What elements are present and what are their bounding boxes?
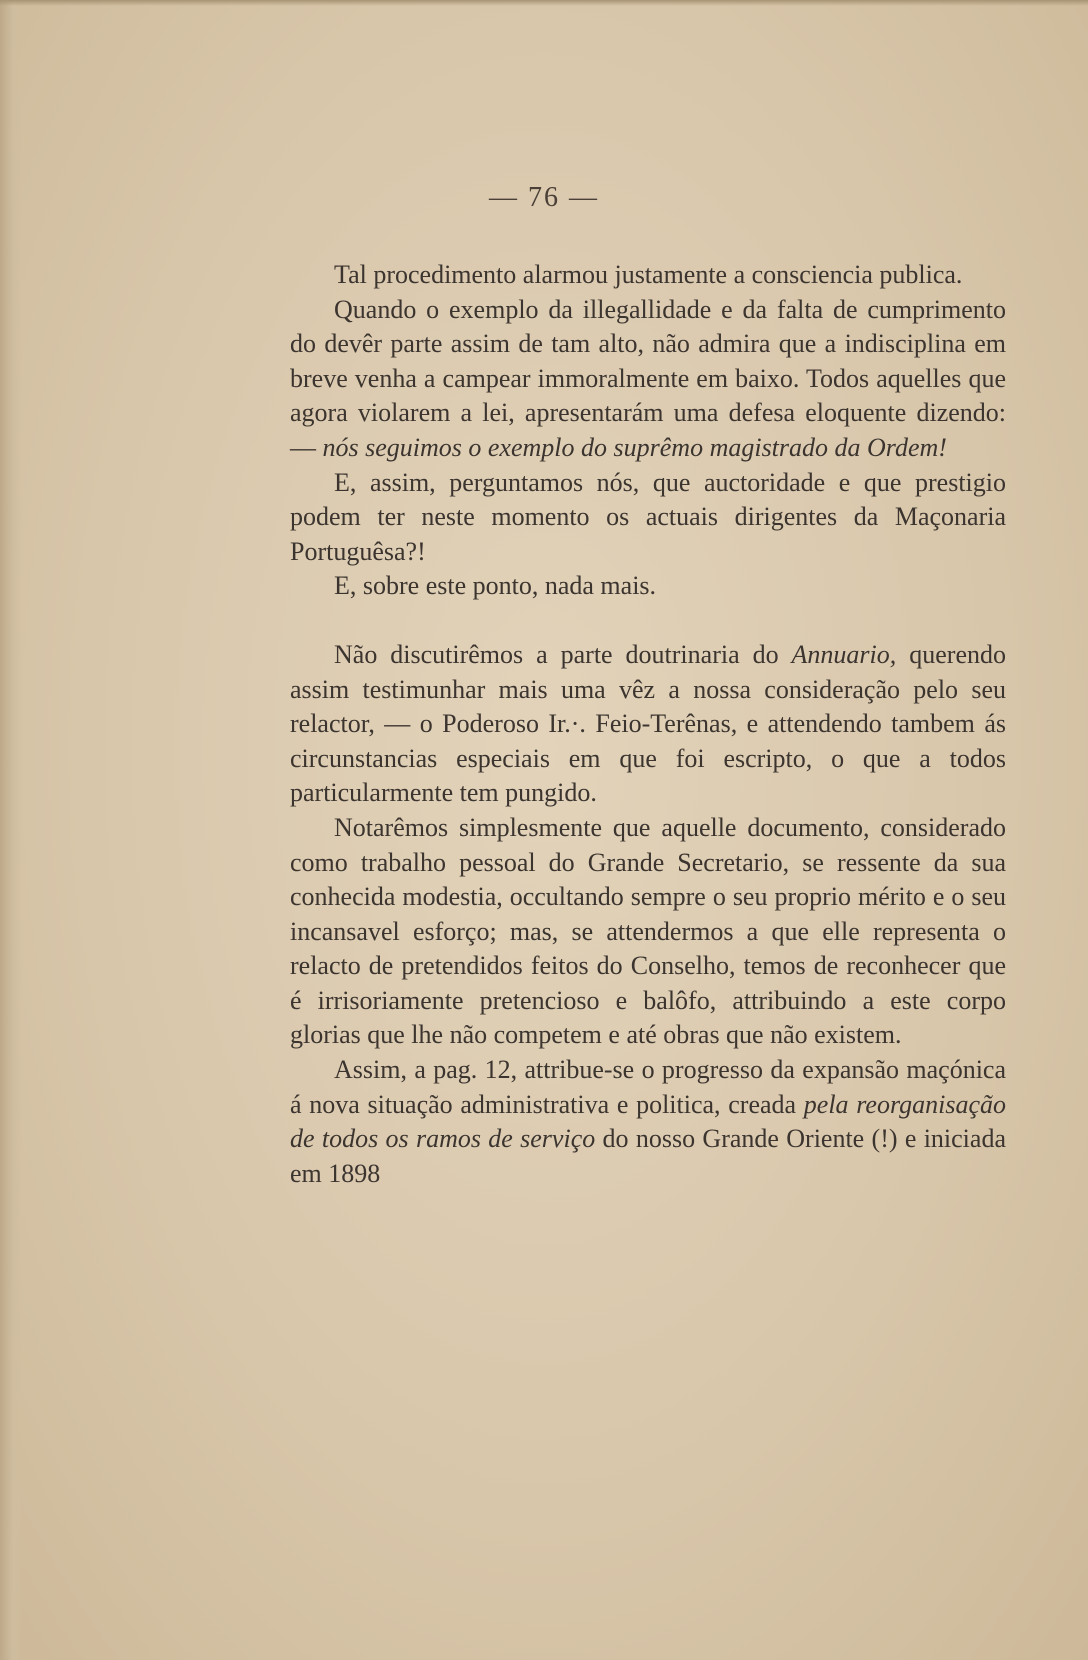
paragraph — [290, 811, 1006, 1053]
page-number: — 76 — — [489, 182, 599, 213]
text-run: Notarêmos simplesmente que aquelle documento, considerado como trabalho pessoal do Grande Secretario, se ressente da sua conhecida modestia, occultando sempre o seu proprio mérito e o seu incansavel esforço; mas, se attendermos a que elle representa o relacto de pretendidos feitos do Conselho, temos de reconhecer que é irrisoriamente pretencioso e balôfo, attribuindo a este corpo glorias que lhe não competem e até obras que não existem. — [290, 812, 1006, 1050]
text-run: Quando o exemplo da illegallidade e da falta de cumprimento do devêr parte assim de tam alto, não admira que a indisciplina em breve venha a campear immoralmente em baixo. Todos aquelles que agora violarem a lei, apresentarám uma defesa eloquente dizendo: — — [290, 294, 1006, 462]
paragraph — [290, 569, 1006, 604]
paragraph — [290, 293, 1006, 466]
text-run: Assim, a pag. 12, attribue-se o progresso da expansão maçónica á nova situação administrativa e politica, creada — [290, 1055, 1006, 1119]
italic-text-run: nós seguimos o exemplo do suprêmo magistrado da Ordem! — [322, 432, 947, 462]
text-run: do nosso Grande Oriente (!) e iniciada em 1898 — [290, 1124, 1006, 1188]
body-text — [290, 258, 1006, 1191]
italic-text-run: Annuario, — [791, 639, 897, 669]
text-run: Tal procedimento alarmou justamente a consciencia publica. — [334, 260, 963, 289]
text-run: querendo assim testimunhar mais uma vêz a nossa consideração pelo seu relactor, — o Poderoso Ir.·. Feio-Terênas, e attendendo tambem ás circunstancias especiais em que foi escripto, o que a todos particularmente tem pungido. — [290, 639, 1006, 808]
italic-text-run: pela reorganisação de todos os ramos de serviço — [290, 1089, 1006, 1154]
paragraph — [290, 466, 1006, 570]
paragraph — [290, 638, 1006, 811]
text-run: Não discutirêmos a parte doutrinaria do — [334, 639, 792, 669]
text-run: E, sobre este ponto, nada mais. — [334, 571, 657, 601]
paragraph — [290, 258, 1006, 293]
text-run: E, assim, perguntamos nós, que auctoridade e que prestigio podem ter neste momento os actuais dirigentes da Maçonaria Portuguêsa?! — [290, 467, 1006, 566]
paragraph — [290, 1053, 1006, 1191]
